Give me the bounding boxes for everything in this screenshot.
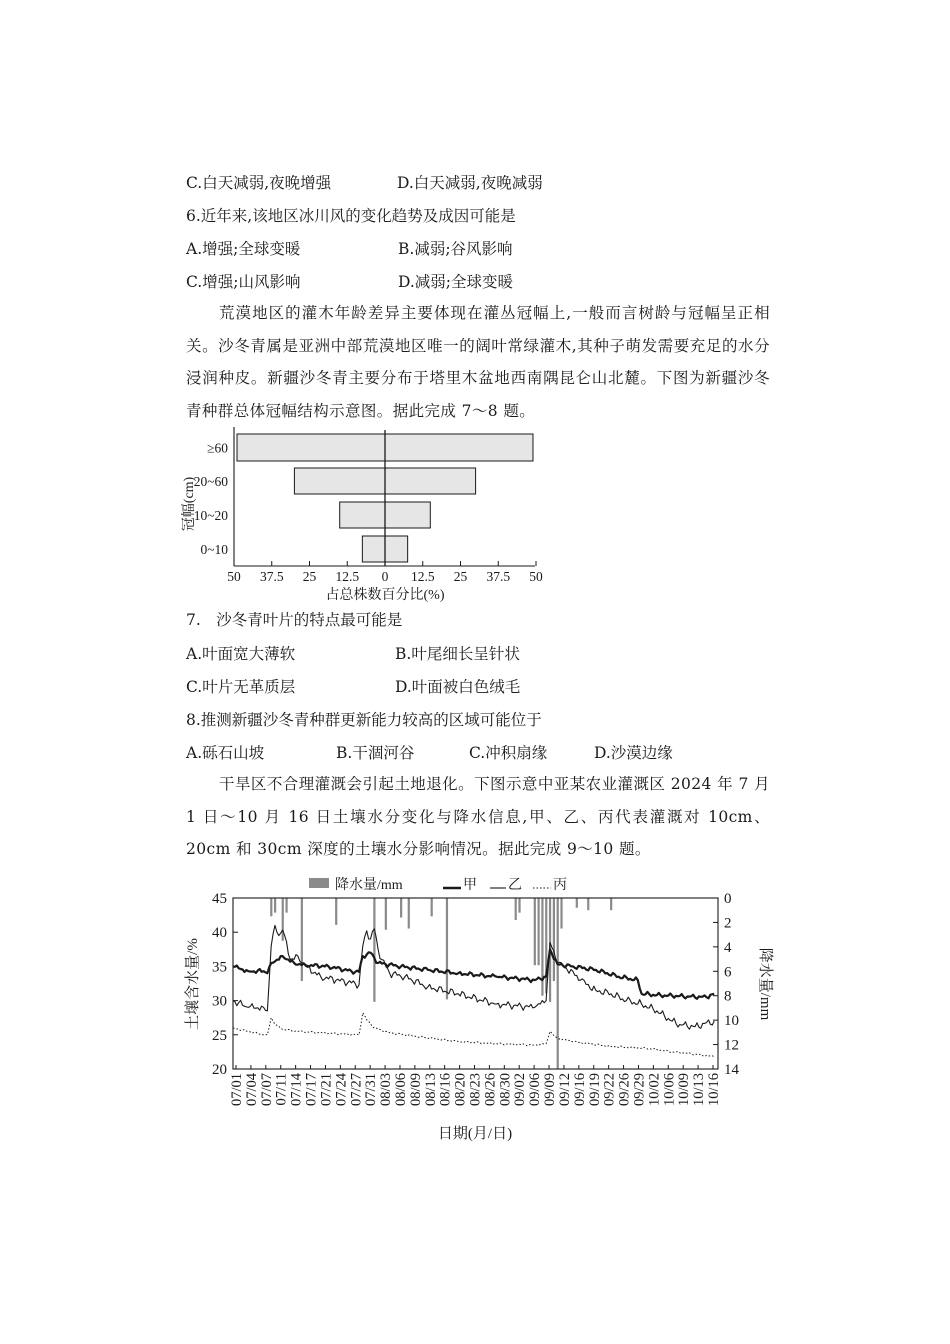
x-tick-label: 08/03 <box>378 1073 395 1107</box>
q6-option-a: A.增强;全球变暖 <box>186 240 301 258</box>
pyramid-category-label: 20~60 <box>193 474 228 489</box>
x-tick-label: 07/14 <box>288 1073 305 1107</box>
crown-structure-chart <box>175 424 545 609</box>
precip-bar <box>282 898 284 941</box>
precip-bar <box>301 898 303 981</box>
q5-option-d: D.白天减弱,夜晚减弱 <box>397 174 543 192</box>
pyramid-bar-right <box>385 536 408 562</box>
precip-bar <box>610 898 612 910</box>
precip-bar <box>538 898 540 965</box>
precip-bar <box>274 898 276 913</box>
date-axis-label: 日期(月/日) <box>437 1126 513 1142</box>
x-tick-label: 08/09 <box>407 1073 424 1107</box>
precip-bar <box>408 898 410 929</box>
x-tick-label: 08/13 <box>422 1073 439 1107</box>
pyramid-x-tick-label: 25 <box>302 569 317 584</box>
x-tick-label: 08/16 <box>437 1073 454 1107</box>
x-tick-label: 08/20 <box>452 1073 469 1107</box>
y2-tick-label: 4 <box>724 939 732 956</box>
precip-bar <box>446 898 448 999</box>
series-bing-line <box>233 1013 714 1057</box>
q6-option-d: D.减弱;全球变暖 <box>398 273 514 291</box>
q7-stem: 7. 沙冬青叶片的特点最可能是 <box>186 611 403 629</box>
precip-bar <box>335 898 337 925</box>
x-tick-label: 09/29 <box>631 1073 648 1107</box>
legend-precip-swatch <box>309 878 329 888</box>
y-tick-label: 30 <box>212 993 227 1010</box>
pyramid-y-axis-label: 冠幅(cm) <box>182 476 197 532</box>
y2-tick-label: 14 <box>724 1062 739 1078</box>
precip-bar <box>557 898 559 1069</box>
legend-yi-label: 乙 <box>508 878 522 893</box>
y-tick-label: 25 <box>212 1027 227 1044</box>
q8-option-c: C.冲积扇缘 <box>469 744 548 762</box>
precip-bar <box>560 898 562 929</box>
q8-option-a: A.砾石山坡 <box>186 744 265 762</box>
legend-bing-label: 丙 <box>553 878 567 893</box>
q7-option-b: B.叶尾细长呈针状 <box>395 645 520 663</box>
x-tick-label: 09/06 <box>527 1073 544 1107</box>
y2-tick-label: 10 <box>724 1013 739 1030</box>
pyramid-bar-left <box>294 468 385 494</box>
pyramid-x-tick-label: 12.5 <box>335 569 360 584</box>
passage-shrub-crown: 荒漠地区的灌木年龄差异主要体现在灌丛冠幅上,一般而言树龄与冠幅呈正相关。沙冬青属是亚洲中部荒漠地区唯一的阔叶常绿灌木,其种子萌发需要充足的水分浸润种皮。新疆沙冬青主要分布于塔里木盆地西南隅昆仑山北麓。下图为新疆沙冬青种群总体冠幅结构示意图。据此完成 7～8 题。 <box>186 304 770 420</box>
precip-bar <box>587 898 589 910</box>
q8-option-d: D.沙漠边缘 <box>594 744 673 762</box>
pyramid-x-tick-label: 50 <box>529 569 543 584</box>
pyramid-bar-left <box>362 536 385 562</box>
x-tick-label: 10/09 <box>676 1073 693 1107</box>
precip-axis-label: 降水量/mm <box>757 947 773 1021</box>
y2-tick-label: 12 <box>724 1037 739 1054</box>
y-tick-label: 20 <box>212 1062 227 1078</box>
x-tick-label: 10/06 <box>661 1073 678 1107</box>
x-tick-label: 09/02 <box>512 1073 529 1107</box>
legend-precip-label: 降水量/mm <box>335 878 403 893</box>
q7-option-a: A.叶面宽大薄软 <box>186 645 296 663</box>
soil-moisture-chart <box>175 870 775 1150</box>
precip-bar <box>576 898 578 908</box>
q8-option-b: B.干涸河谷 <box>336 744 415 762</box>
precip-bar <box>373 898 375 1002</box>
pyramid-x-tick-label: 0 <box>381 569 389 584</box>
precip-bar <box>270 898 272 916</box>
pyramid-x-tick-label: 25 <box>453 569 468 584</box>
y2-tick-label: 0 <box>724 891 732 907</box>
x-tick-label: 09/09 <box>542 1073 559 1107</box>
pyramid-category-label: 10~20 <box>193 508 228 523</box>
x-tick-label: 07/04 <box>243 1073 260 1107</box>
pyramid-x-axis-label: 占总株数百分比(%) <box>325 588 445 603</box>
q6-option-b: B.减弱;谷风影响 <box>398 240 513 258</box>
x-tick-label: 10/13 <box>691 1073 708 1107</box>
pyramid-category-label: 0~10 <box>200 542 228 557</box>
x-tick-label: 07/21 <box>318 1073 335 1107</box>
precip-bar <box>385 898 387 930</box>
soil-moisture-axis-label: 土壤含水量/% <box>185 938 201 1030</box>
precip-bar <box>515 898 517 920</box>
x-tick-label: 08/06 <box>392 1073 409 1107</box>
q7-option-c: C.叶片无革质层 <box>186 678 296 696</box>
x-tick-label: 07/11 <box>273 1073 290 1106</box>
q6-option-c: C.增强;山风影响 <box>186 273 301 291</box>
pyramid-x-tick-label: 50 <box>227 569 241 584</box>
pyramid-category-label: ≥60 <box>207 440 228 456</box>
plot-frame <box>233 898 718 1069</box>
x-tick-label: 09/12 <box>556 1073 573 1107</box>
pyramid-bar-right <box>385 502 430 528</box>
x-tick-label: 07/27 <box>348 1073 365 1107</box>
y2-tick-label: 2 <box>724 915 732 932</box>
x-tick-label: 08/23 <box>467 1073 484 1107</box>
pyramid-bar-right <box>385 434 533 461</box>
pyramid-bar-left <box>237 434 385 461</box>
x-tick-label: 07/24 <box>333 1073 350 1107</box>
q7-option-d: D.叶面被白色绒毛 <box>395 678 521 696</box>
pyramid-bar-right <box>385 468 476 494</box>
x-tick-label: 07/01 <box>229 1073 245 1107</box>
y-tick-label: 40 <box>212 925 227 942</box>
precip-bar <box>400 898 402 918</box>
x-tick-label: 09/19 <box>586 1073 603 1107</box>
legend-jia-label: 甲 <box>463 878 477 893</box>
x-tick-label: 09/16 <box>571 1073 588 1107</box>
x-tick-label: 07/07 <box>258 1073 275 1107</box>
x-tick-label: 09/22 <box>601 1073 618 1107</box>
series-jia-line <box>233 949 714 999</box>
y2-tick-label: 6 <box>724 964 732 981</box>
pyramid-x-tick-label: 12.5 <box>410 569 435 584</box>
passage-irrigation: 干旱区不合理灌溉会引起土地退化。下图示意中亚某农业灌溉区 2024 年 7 月 1 日～10 月 16 日土壤水分变化与降水信息,甲、乙、丙代表灌溉对 10cm、20cm 和 30cm 深度的土壤水分影响情况。据此完成 9～10 题。 <box>186 775 770 858</box>
pyramid-bar-left <box>340 502 385 528</box>
x-tick-label: 08/30 <box>497 1073 514 1107</box>
y-tick-label: 45 <box>212 891 227 907</box>
pyramid-x-tick-label: 37.5 <box>486 569 511 584</box>
y-tick-label: 35 <box>212 959 227 976</box>
q8-stem: 8.推测新疆沙冬青种群更新能力较高的区域可能位于 <box>186 711 542 729</box>
precip-bar <box>285 898 287 913</box>
x-tick-label: 08/26 <box>482 1073 499 1107</box>
q5-option-c: C.白天减弱,夜晚增强 <box>186 174 332 192</box>
precip-bar <box>553 898 555 981</box>
precip-bar <box>534 898 536 965</box>
precip-bar <box>431 898 433 916</box>
x-tick-label: 07/17 <box>303 1073 320 1107</box>
q6-stem: 6.近年来,该地区冰川风的变化趋势及成因可能是 <box>186 207 516 225</box>
x-tick-label: 09/26 <box>616 1073 633 1107</box>
x-tick-label: 07/31 <box>363 1073 380 1107</box>
y2-tick-label: 8 <box>724 988 732 1005</box>
x-tick-label: 10/16 <box>706 1073 722 1107</box>
x-tick-label: 10/02 <box>646 1073 663 1107</box>
pyramid-x-tick-label: 37.5 <box>259 569 284 584</box>
precip-bar <box>518 898 520 913</box>
